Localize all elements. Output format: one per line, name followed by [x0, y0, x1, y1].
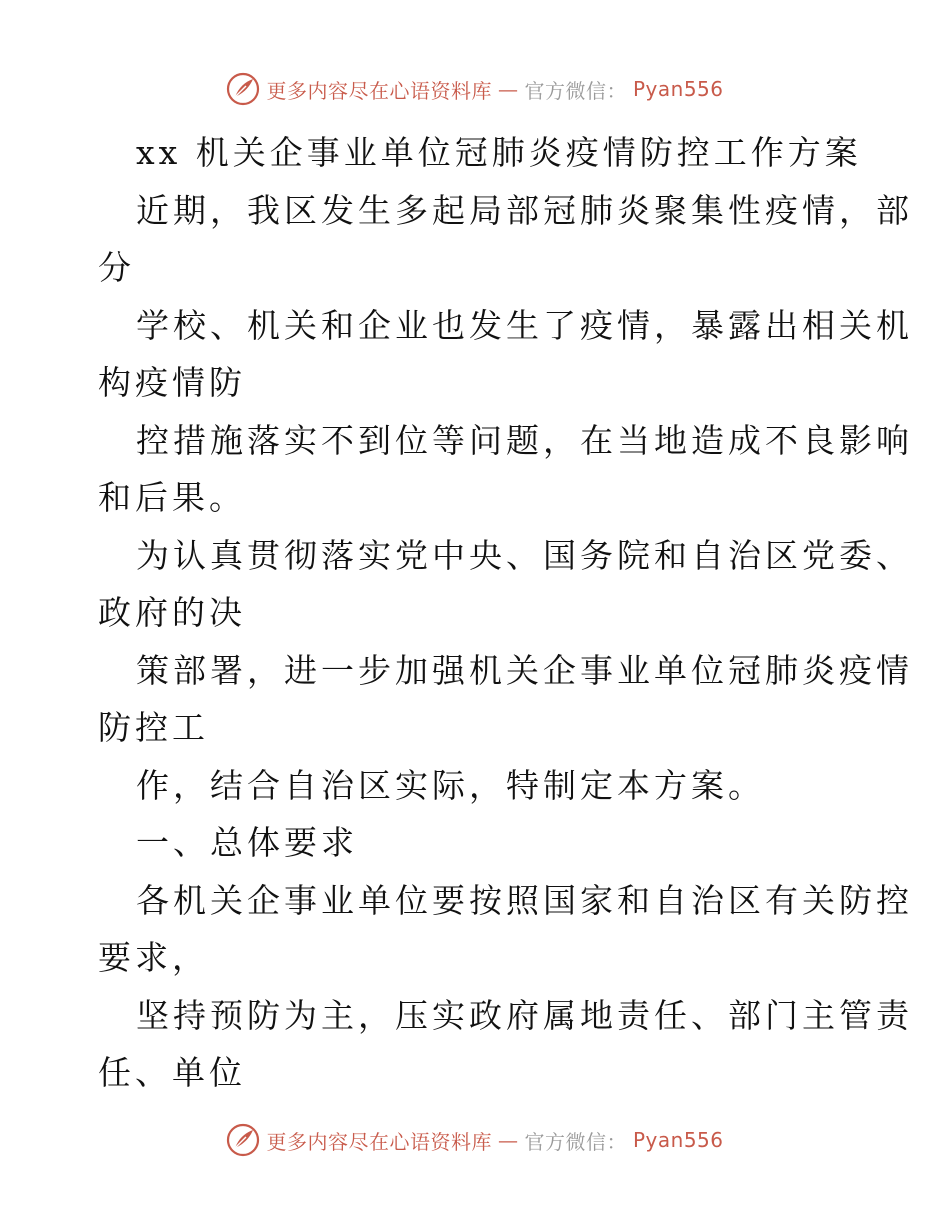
- header-watermark-banner: [0, 72, 950, 106]
- paragraph-line: 近期，我区发生多起局部冠肺炎聚集性疫情，部: [136, 190, 913, 230]
- paragraph-line: 一、总体要求: [136, 823, 358, 862]
- paragraph-line: 和后果。: [98, 478, 246, 517]
- paragraph-line: 坚持预防为主，压实政府属地责任、部门主管责: [136, 995, 913, 1035]
- feather-pen-logo-icon: [226, 72, 260, 106]
- paragraph-line: 政府的决: [98, 593, 246, 632]
- paragraph-line: 任、单位: [98, 1053, 246, 1092]
- paragraph-line: 要求，: [98, 938, 209, 977]
- paragraph-line: 分: [98, 248, 135, 287]
- feather-pen-logo-icon: [226, 1123, 260, 1157]
- paragraph-line: 各机关企事业单位要按照国家和自治区有关防控: [136, 880, 913, 920]
- banner-wechat-id: Pyan556: [632, 1128, 724, 1152]
- paragraph-line: 策部署，进一步加强机关企事业单位冠肺炎疫情: [136, 650, 913, 690]
- paragraph-line: 作，结合自治区实际，特制定本方案。: [136, 765, 765, 805]
- footer-watermark-banner: [0, 1123, 950, 1157]
- banner-wechat-id: Pyan556: [632, 77, 724, 101]
- paragraph-line: 学校、机关和企业也发生了疫情，暴露出相关机: [136, 305, 913, 345]
- banner-dash: —: [497, 77, 519, 101]
- banner-wechat-label: 官方微信：: [524, 1129, 627, 1154]
- paragraph-line: 防控工: [98, 708, 209, 747]
- document-title: xx 机关企事业单位冠肺炎疫情防控工作方案: [136, 133, 862, 172]
- paragraph-line: 控措施落实不到位等问题，在当地造成不良影响: [136, 420, 913, 460]
- banner-wechat-label: 官方微信：: [524, 78, 627, 103]
- banner-dash: —: [497, 1128, 519, 1152]
- paragraph-line: 为认真贯彻落实党中央、国务院和自治区党委、: [136, 535, 913, 575]
- banner-text: 更多内容尽在心语资料库: [266, 1129, 492, 1154]
- banner-text: 更多内容尽在心语资料库: [266, 78, 492, 103]
- paragraph-line: 构疫情防: [98, 363, 246, 402]
- document-body: [98, 124, 913, 1102]
